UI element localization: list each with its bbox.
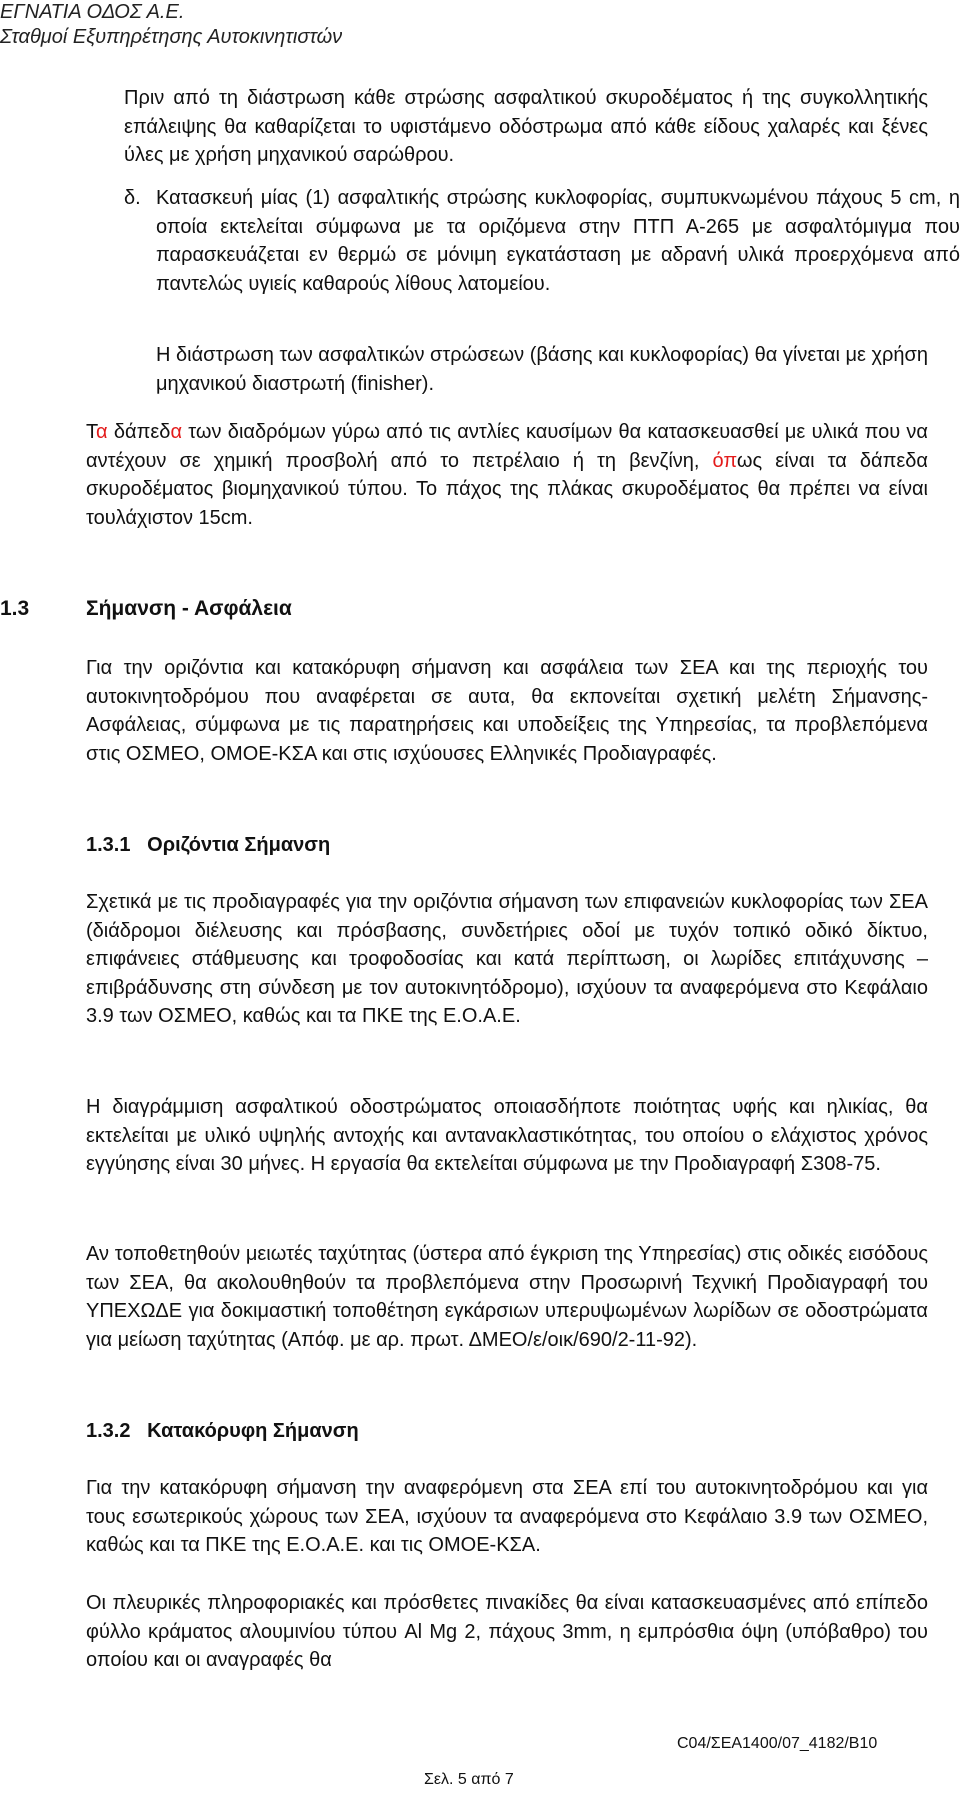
list-item-d-label: δ.: [124, 187, 141, 209]
header-subtitle: Σταθμοί Εξυπηρέτησης Αυτοκινητιστών: [0, 26, 343, 48]
heading-1-3-1: 1.3.1 Οριζόντια Σήμανση: [86, 834, 331, 856]
paragraph-1-3-2-b: Οι πλευρικές πληροφοριακές και πρόσθετες πινακίδες θα είναι κατασκευασμένες από επίπεδο φύλλο κράματος αλουμινίου τύπου Al Mg 2, πάχους 3mm, η εμπρόσθια όψη (υπόβαθρο) του οποίου και οι αναγραφές θα: [86, 1592, 928, 1671]
heading-1-3-title: Σήμανση - Ασφάλεια: [86, 597, 292, 620]
paragraph-finisher: Η διάστρωση των ασφαλτικών στρώσεων (βάσης και κυκλοφορίας) θα γίνεται με χρήση μηχανικού διαστρωτή (finisher).: [156, 344, 928, 395]
heading-1-3-2: 1.3.2 Κατακόρυφη Σήμανση: [86, 1420, 359, 1442]
paragraph-1-3-1-b: Η διαγράμμιση ασφαλτικού οδοστρώματος οποιασδήποτε ποιότητας υφής και ηλικίας, θα εκτελείται με υλικό υψηλής αντοχής και αντανακλαστικότητας, του οποίου ο ελάχιστος χρόνος εγγύησης είναι 30 μήνες. Η εργασία θα εκτελείται σύμφωνα με την Προδιαγραφή Σ308-75.: [86, 1096, 928, 1175]
paragraph-floors: Τα δάπεδα των διαδρόμων γύρω από τις αντλίες καυσίμων θα κατασκευασθεί με υλικά που να αντέχουν σε χημική προσβολή από το πετρέλαιο ή τη βενζίνη, όπως είναι τα δάπεδα σκυροδέματος βιομηχανικού τύπου. Το πάχος της πλάκας σκυροδέματος θα πρέπει να είναι τουλάχιστον 15cm.: [86, 421, 928, 529]
paragraph-1-3: Για την οριζόντια και κατακόρυφη σήμανση και ασφάλεια των ΣΕΑ και της περιοχής του αυτοκινητοδρόμου που αναφέρεται σε αυτα, θα εκπονείται σχετική μελέτη Σήμανσης-Ασφάλειας, σύμφωνα με τις παρατηρήσεις και υποδείξεις της Υπηρεσίας, τα προβλεπόμενα στις ΟΣΜΕΟ, ΟΜΟΕ-ΚΣΑ και στις ισχύουσες Ελληνικές Προδιαγραφές.: [86, 657, 928, 765]
footer-doc-code: C04/ΣΕΑ1400/07_4182/B10: [677, 1735, 878, 1752]
paragraph-cleaning: Πριν από τη διάστρωση κάθε στρώσης ασφαλτικού σκυροδέματος ή της συγκολλητικής επάλειψης θα καθαρίζεται το υφιστάμενο οδόστρωμα από κάθε είδους χαλαρές και ξένες ύλες με χρήση μηχανικού σαρώθρου.: [124, 87, 928, 166]
paragraph-1-3-2-a: Για την κατακόρυφη σήμανση την αναφερόμενη στα ΣΕΑ επί του αυτοκινητοδρόμου και για τους εσωτερικούς χώρους των ΣΕΑ, ισχύουν τα αναφερόμενα στο Κεφάλαιο 3.9 των ΟΣΜΕΟ, καθώς και τα ΠΚΕ της Ε.Ο.Α.Ε. και τις ΟΜΟΕ-ΚΣΑ.: [86, 1477, 928, 1556]
heading-1-3-number: 1.3: [0, 597, 30, 620]
header-company: ΕΓΝΑΤΙΑ ΟΔΟΣ Α.Ε.: [0, 1, 185, 23]
footer-page-number: Σελ. 5 από 7: [424, 1771, 514, 1788]
paragraph-1-3-1-a: Σχετικά με τις προδιαγραφές για την οριζόντια σήμανση των επιφανειών κυκλοφορίας των ΣΕΑ (διάδρομοι διέλευσης και πρόσβασης, συνδετήριες οδοί με τυχόν τοπικό οδικό δίκτυο, επιφάνειες στάθμευσης και τροφοδοσίας και κατά περίπτωση, οι λωρίδες επιτάχυνσης – επιβράδυνσης στη σύνδεση με τον αυτοκινητόδρομο), ισχύουν τα αναφερόμενα στο Κεφάλαιο 3.9 των ΟΣΜΕΟ, καθώς και τα ΠΚΕ της Ε.Ο.Α.Ε.: [86, 891, 928, 1027]
list-item-d-text: Κατασκευή μίας (1) ασφαλτικής στρώσης κυκλοφορίας, συμπυκνωμένου πάχους 5 cm, η οποία εκτελείται σύμφωνα με τα οριζόμενα στην ΠΤΠ Α-265 με ασφαλτόμιγμα που παρασκευάζεται εν θερμώ σε μόνιμη εγκατάσταση με αδρανή υλικά προερχόμενα από παντελώς υγιείς καθαρούς λίθους λατομείου.: [156, 187, 960, 295]
list-item-d: [124, 184, 960, 298]
paragraph-1-3-1-c: Αν τοποθετηθούν μειωτές ταχύτητας (ύστερα από έγκριση της Υπηρεσίας) στις οδικές εισόδους των ΣΕΑ, θα ακολουθηθούν τα προβλεπόμενα στην Προσωρινή Τεχνική Προδιαγραφή του ΥΠΕΧΩΔΕ για δοκιμαστική τοποθέτηση εγκάρσιων υπερυψωμένων λωρίδων σε οδοστρώματα για μείωση ταχύτητας (Απόφ. με αρ. πρωτ. ΔΜΕΟ/ε/οικ/690/2-11-92).: [86, 1243, 928, 1351]
